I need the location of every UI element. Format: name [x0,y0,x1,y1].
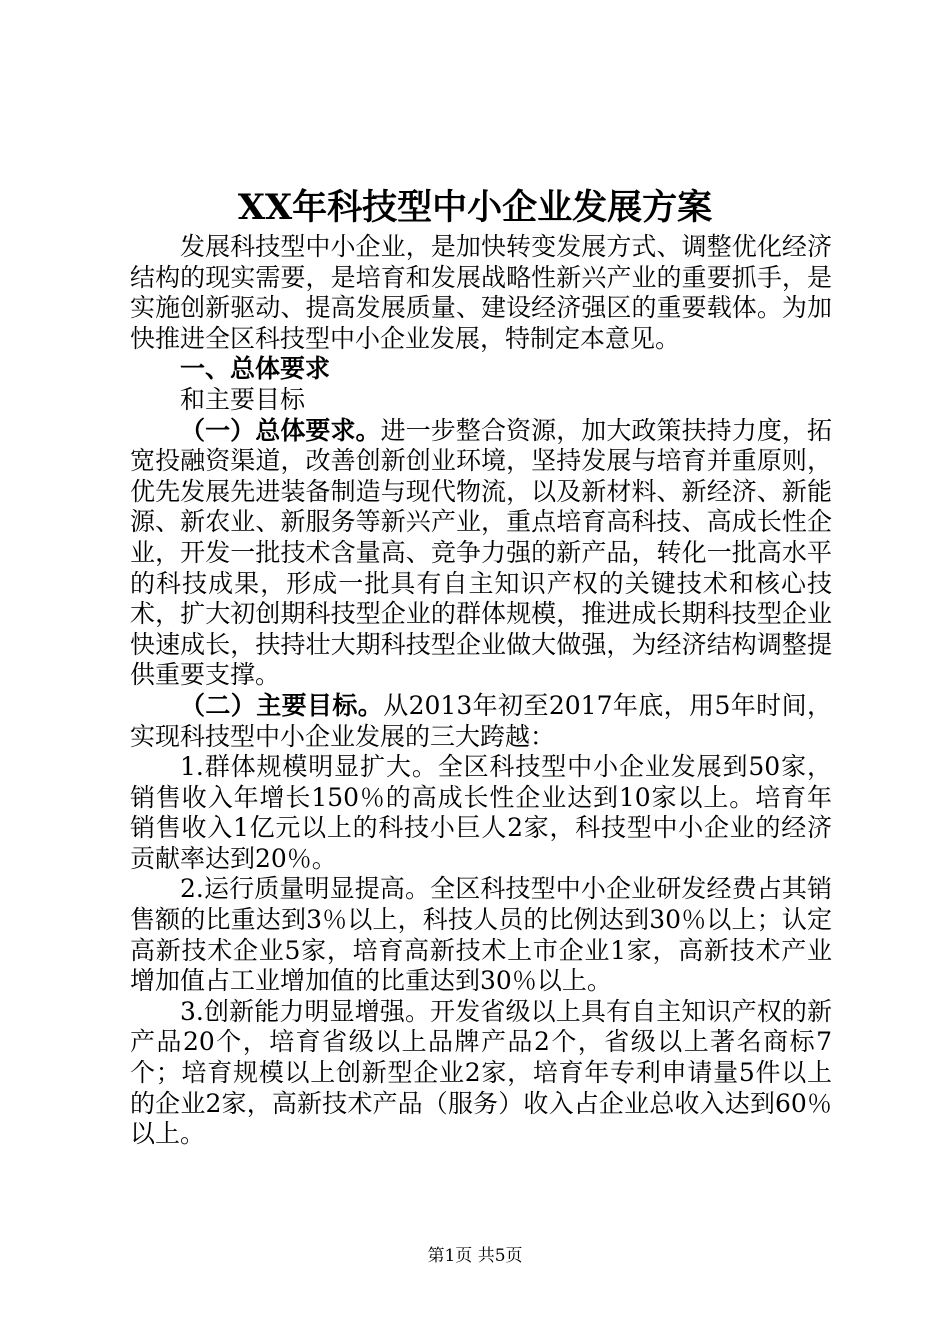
main-goals-text: 从2013年初至2017年底，用5年时间，实现科技型中小企业发展的三大跨越： [130,690,832,751]
goal-item-1: 1.群体规模明显扩大。全区科技型中小企业发展到50家，销售收入年增长150％的高成长性企业达到10家以上。培育年销售收入1亿元以上的科技小巨人2家，科技型中小企业的经济贡献率达到20％。 [130,752,832,873]
goal-item-3: 3.创新能力明显增强。开发省级以上具有自主知识产权的新产品20个，培育省级以上品牌产品2个，省级以上著名商标7个；培育规模以上创新型企业2家，培育年专利申请量5件以上的企业2家，高新技术产品（服务）收入占企业总收入达到60％以上。 [130,996,832,1149]
goal-item-2: 2.运行质量明显提高。全区科技型中小企业研发经费占其销售额的比重达到3％以上，科技人员的比例达到30％以上；认定高新技术企业5家，培育高新技术上市企业1家，高新技术产业增加值占工业增加值的比重达到30％以上。 [130,874,832,996]
main-goals-paragraph [130,691,832,752]
page-footer: 第1页 共5页 [427,1246,523,1266]
section-subheading: 和主要目标 [180,384,306,414]
document-title: XX年科技型中小企业发展方案 [237,187,713,228]
intro-paragraph: 发展科技型中小企业，是加快转变发展方式、调整优化经济结构的现实需要，是培育和发展战略性新兴产业的重要抓手，是实施创新驱动、提高发展质量、建设经济强区的重要载体。为加快推进全区科技型中小企业发展，特制定本意见。 [130,232,832,353]
main-goals-lead: （二）主要目标。 [180,690,384,720]
general-requirements-paragraph [130,416,832,691]
general-requirements-text: 进一步整合资源，加大政策扶持力度，拓宽投融资渠道，改善创新创业环境，坚持发展与培育并重原则，优先发展先进装备制造与现代物流，以及新材料、新经济、新能源、新农业、新服务等新兴产业，重点培育高科技、高成长性企业，开发一批技术含量高、竞争力强的新产品，转化一批高水平的科技成果，形成一批具有自主知识产权的关键技术和核心技术，扩大初创期科技型企业的群体规模，推进成长期科技型企业快速成长，扶持壮大期科技型企业做大做强，为经济结构调整提供重要支撑。 [130,415,832,690]
document-body [130,232,832,1150]
section-heading: 一、总体要求 [180,354,331,384]
general-requirements-lead: （一）总体要求。 [180,415,381,445]
